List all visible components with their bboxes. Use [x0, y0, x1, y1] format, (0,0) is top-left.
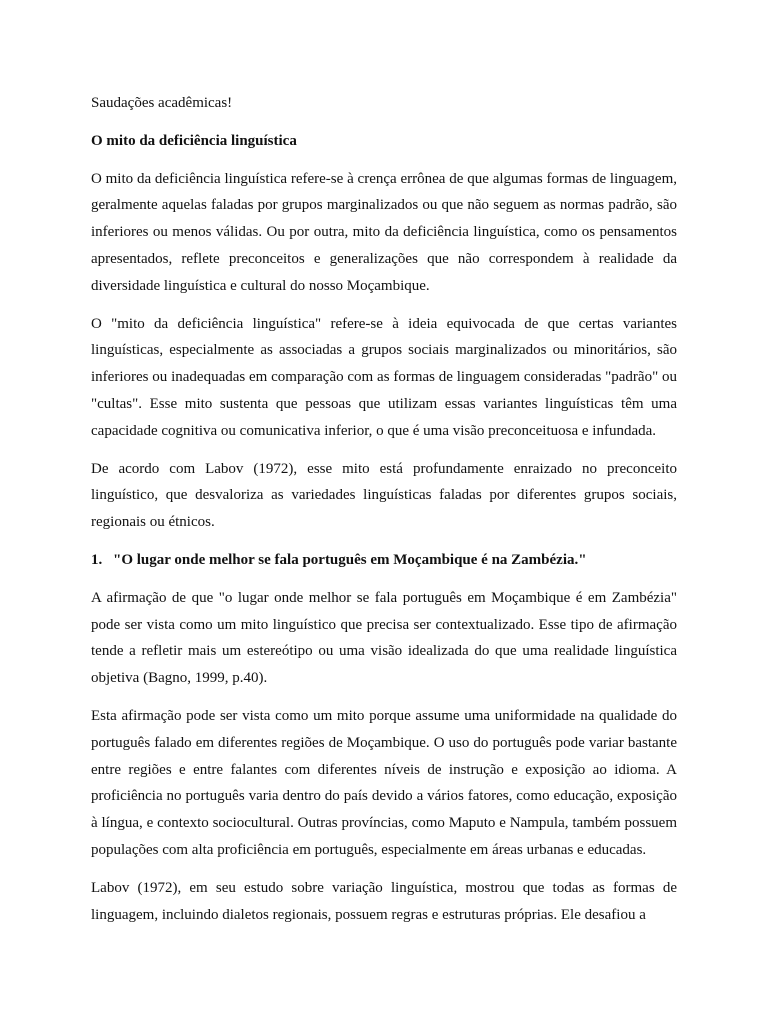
document-page — [91, 90, 677, 939]
section-title: "O lugar onde melhor se fala português em Moçambique é na Zambézia." — [113, 551, 587, 568]
paragraph-6: Labov (1972), em seu estudo sobre variação linguística, mostrou que todas as formas de linguagem, incluindo dialetos regionais, possuem regras e estruturas próprias. Ele desafiou a — [91, 879, 677, 923]
paragraph-4: A afirmação de que "o lugar onde melhor se fala português em Moçambique é em Zambézia" pode ser vista como um mito linguístico que precisa ser contextualizado. Esse tipo de afirmação tende a refletir mais um estereótipo ou uma visão idealizada do que uma realidade linguística objetiva (Bagno, 1999, p.40). — [91, 589, 677, 687]
section-heading-1 — [91, 547, 677, 574]
paragraph-5: Esta afirmação pode ser vista como um mito porque assume uma uniformidade na qualidade do português falado em diferentes regiões de Moçambique. O uso do português pode variar bastante entre regiões e entre falantes com diferentes níveis de instrução e exposição ao idioma. A proficiência no português varia dentro do país devido a vários fatores, como educação, exposição à língua, e contexto sociocultural. Outras províncias, como Maputo e Nampula, também possuem populações com alta proficiência em português, especialmente em áreas urbanas e educadas. — [91, 707, 677, 858]
paragraph-2: O "mito da deficiência linguística" refere-se à ideia equivocada de que certas variantes linguísticas, especialmente as associadas a grupos sociais marginalizados ou minoritários, são inferiores ou inadequadas em comparação com as formas de linguagem consideradas "padrão" ou "cultas". Esse mito sustenta que pessoas que utilizam essas variantes linguísticas têm uma capacidade cognitiva ou comunicativa inferior, o que é uma visão preconceituosa e infundada. — [91, 315, 677, 439]
paragraph-3: De acordo com Labov (1972), esse mito está profundamente enraizado no preconceito linguístico, que desvaloriza as variedades linguísticas faladas por diferentes grupos sociais, regionais ou étnicos. — [91, 460, 677, 531]
section-number: 1. — [91, 551, 103, 568]
document-title: O mito da deficiência linguística — [91, 132, 297, 149]
paragraph-1: O mito da deficiência linguística refere-se à crença errônea de que algumas formas de linguagem, geralmente aquelas faladas por grupos marginalizados ou que não seguem as normas padrão, são inferiores ou menos válidas. Ou por outra, mito da deficiência linguística, como os pensamentos apresentados, reflete preconceitos e generalizações que não correspondem à realidade da diversidade linguística e cultural do nosso Moçambique. — [91, 170, 677, 294]
greeting: Saudações acadêmicas! — [91, 95, 233, 111]
